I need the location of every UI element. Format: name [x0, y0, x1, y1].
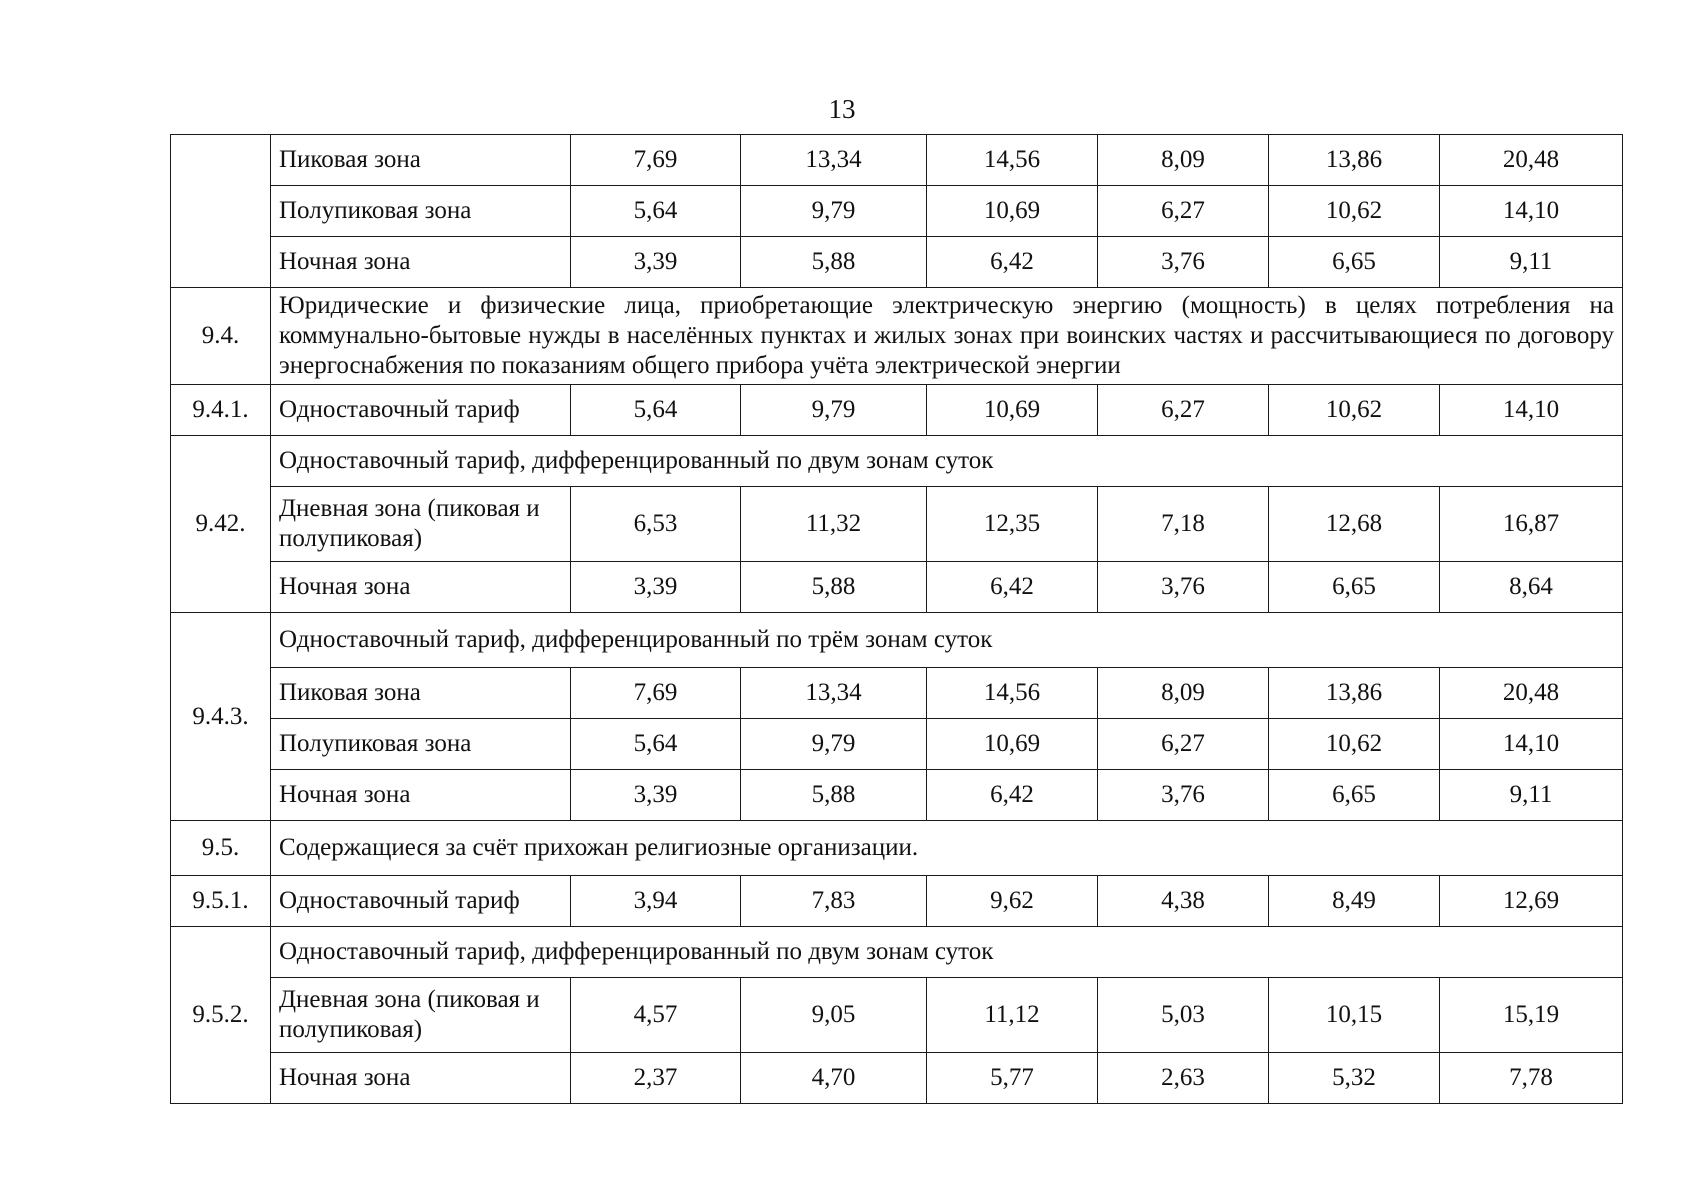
- value-cell: 3,94: [571, 876, 741, 927]
- value-cell: 2,63: [1098, 1053, 1269, 1104]
- section-description: Юридические и физические лица, приобретающие электрическую энергию (мощность) в целях потребления на коммунально-бытовые нужды в населённых пунктах и жилых зонах при воинских частях и рассчитывающиеся по договору энергоснабжения по показаниям общего прибора учёта электрической энергии: [271, 288, 1623, 385]
- section-row-9-5: [171, 821, 1623, 876]
- value-cell: 10,62: [1269, 385, 1440, 436]
- value-cell: 5,03: [1098, 978, 1269, 1053]
- tariff-label: Одноставочный тариф: [271, 876, 571, 927]
- section-code: 9.42.: [171, 436, 271, 613]
- table-row: [171, 668, 1623, 719]
- value-cell: 9,79: [741, 186, 927, 237]
- value-cell: 10,62: [1269, 719, 1440, 770]
- section-code: 9.5.: [171, 821, 271, 876]
- value-cell: 12,35: [927, 487, 1098, 562]
- tariff-label: Одноставочный тариф: [271, 385, 571, 436]
- section-code: 9.5.2.: [171, 927, 271, 1104]
- value-cell: 7,78: [1440, 1053, 1623, 1104]
- value-cell: 14,10: [1440, 719, 1623, 770]
- value-cell: 12,68: [1269, 487, 1440, 562]
- value-cell: 6,27: [1098, 719, 1269, 770]
- tariff-table: [170, 134, 1623, 1104]
- value-cell: 8,09: [1098, 668, 1269, 719]
- subsection-title: Одноставочный тариф, дифференцированный по трём зонам суток: [271, 613, 1623, 668]
- value-cell: 5,64: [571, 385, 741, 436]
- value-cell: 20,48: [1440, 668, 1623, 719]
- section-code: 9.4.: [171, 288, 271, 385]
- value-cell: 6,65: [1269, 237, 1440, 288]
- subsection-title-row: [171, 613, 1623, 668]
- value-cell: 3,39: [571, 562, 741, 613]
- value-cell: 3,76: [1098, 237, 1269, 288]
- value-cell: 6,27: [1098, 385, 1269, 436]
- subsection-title-row: [171, 436, 1623, 487]
- page-number: 13: [828, 94, 856, 124]
- table-row-9-4-1: [171, 385, 1623, 436]
- value-cell: 8,64: [1440, 562, 1623, 613]
- value-cell: 9,79: [741, 385, 927, 436]
- value-cell: 14,10: [1440, 385, 1623, 436]
- value-cell: 5,32: [1269, 1053, 1440, 1104]
- value-cell: 4,57: [571, 978, 741, 1053]
- value-cell: 4,38: [1098, 876, 1269, 927]
- value-cell: 6,42: [927, 562, 1098, 613]
- value-cell: 11,12: [927, 978, 1098, 1053]
- value-cell: 9,05: [741, 978, 927, 1053]
- value-cell: 8,09: [1098, 135, 1269, 186]
- table-row: [171, 487, 1623, 562]
- table-row: [171, 562, 1623, 613]
- value-cell: 6,65: [1269, 562, 1440, 613]
- row-code-cell-empty: [171, 135, 271, 288]
- value-cell: 10,15: [1269, 978, 1440, 1053]
- value-cell: 13,34: [741, 668, 927, 719]
- table-row: [171, 135, 1623, 186]
- value-cell: 6,42: [927, 237, 1098, 288]
- value-cell: 3,76: [1098, 562, 1269, 613]
- table-row-9-5-1: [171, 876, 1623, 927]
- value-cell: 8,49: [1269, 876, 1440, 927]
- zone-label: Пиковая зона: [271, 668, 571, 719]
- subsection-title: Одноставочный тариф, дифференцированный по двум зонам суток: [271, 436, 1623, 487]
- value-cell: 3,76: [1098, 770, 1269, 821]
- value-cell: 7,83: [741, 876, 927, 927]
- value-cell: 10,69: [927, 385, 1098, 436]
- table-row: [171, 186, 1623, 237]
- value-cell: 11,32: [741, 487, 927, 562]
- zone-label: Ночная зона: [271, 562, 571, 613]
- value-cell: 12,69: [1440, 876, 1623, 927]
- value-cell: 2,37: [571, 1053, 741, 1104]
- value-cell: 5,88: [741, 770, 927, 821]
- value-cell: 5,88: [741, 237, 927, 288]
- value-cell: 7,69: [571, 668, 741, 719]
- table-row: [171, 719, 1623, 770]
- value-cell: 13,34: [741, 135, 927, 186]
- value-cell: 10,69: [927, 186, 1098, 237]
- value-cell: 5,64: [571, 719, 741, 770]
- value-cell: 14,56: [927, 668, 1098, 719]
- value-cell: 5,77: [927, 1053, 1098, 1104]
- value-cell: 15,19: [1440, 978, 1623, 1053]
- value-cell: 3,39: [571, 770, 741, 821]
- section-code: 9.4.3.: [171, 613, 271, 821]
- value-cell: 9,62: [927, 876, 1098, 927]
- subsection-title-row: [171, 927, 1623, 978]
- value-cell: 13,86: [1269, 135, 1440, 186]
- value-cell: 5,64: [571, 186, 741, 237]
- zone-label: Ночная зона: [271, 770, 571, 821]
- section-description: Содержащиеся за счёт прихожан религиозные организации.: [271, 821, 1623, 876]
- value-cell: 7,69: [571, 135, 741, 186]
- value-cell: 14,56: [927, 135, 1098, 186]
- subsection-title: Одноставочный тариф, дифференцированный по двум зонам суток: [271, 927, 1623, 978]
- zone-label: Дневная зона (пиковая и полупиковая): [271, 978, 571, 1053]
- table-row: [171, 237, 1623, 288]
- value-cell: 9,11: [1440, 770, 1623, 821]
- value-cell: 5,88: [741, 562, 927, 613]
- value-cell: 20,48: [1440, 135, 1623, 186]
- value-cell: 9,11: [1440, 237, 1623, 288]
- value-cell: 10,69: [927, 719, 1098, 770]
- section-row-9-4: [171, 288, 1623, 385]
- value-cell: 9,79: [741, 719, 927, 770]
- zone-label: Ночная зона: [271, 237, 571, 288]
- value-cell: 13,86: [1269, 668, 1440, 719]
- value-cell: 6,27: [1098, 186, 1269, 237]
- value-cell: 7,18: [1098, 487, 1269, 562]
- value-cell: 6,53: [571, 487, 741, 562]
- zone-label: Полупиковая зона: [271, 186, 571, 237]
- value-cell: 10,62: [1269, 186, 1440, 237]
- value-cell: 14,10: [1440, 186, 1623, 237]
- table-row: [171, 770, 1623, 821]
- table-row: [171, 978, 1623, 1053]
- value-cell: 4,70: [741, 1053, 927, 1104]
- zone-label: Пиковая зона: [271, 135, 571, 186]
- section-code: 9.4.1.: [171, 385, 271, 436]
- zone-label: Дневная зона (пиковая и полупиковая): [271, 487, 571, 562]
- value-cell: 3,39: [571, 237, 741, 288]
- value-cell: 6,42: [927, 770, 1098, 821]
- zone-label: Полупиковая зона: [271, 719, 571, 770]
- value-cell: 16,87: [1440, 487, 1623, 562]
- value-cell: 6,65: [1269, 770, 1440, 821]
- table-row: [171, 1053, 1623, 1104]
- zone-label: Ночная зона: [271, 1053, 571, 1104]
- section-code: 9.5.1.: [171, 876, 271, 927]
